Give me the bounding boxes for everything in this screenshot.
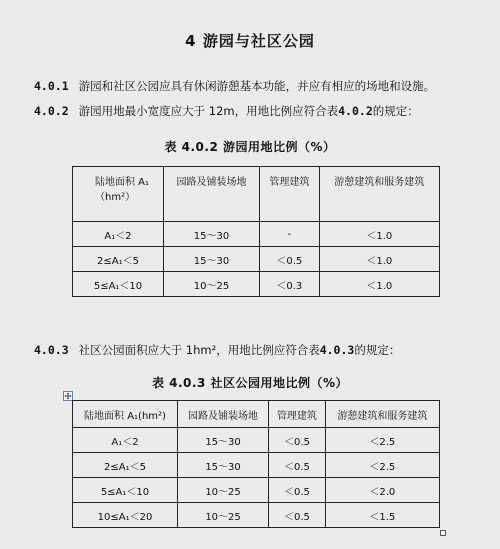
table-cell: ＜1.0 [319, 247, 439, 272]
header-cell: 游憩建筑和服务建筑 [319, 167, 439, 222]
square-resize-icon[interactable] [440, 530, 446, 536]
clause-number: 4.0.2 [34, 104, 69, 118]
table-row [73, 247, 440, 272]
table-row [73, 272, 440, 297]
table-header-row [73, 167, 440, 222]
table-caption: 表 4.0.2 游园用地比例（%） [164, 140, 336, 154]
header-cell: 陆地面积 A₁(hm²) [73, 401, 178, 428]
table-cell: 15～30 [164, 247, 260, 272]
table-row [73, 428, 440, 453]
table-cell: A₁＜2 [73, 428, 178, 453]
table-row [73, 503, 440, 528]
table-caption: 表 4.0.3 社区公园用地比例（%） [151, 376, 349, 390]
clause-4-0-1 [34, 78, 435, 94]
table-cell: ＜1.0 [319, 272, 439, 297]
header-cell: 园路及铺装场地 [164, 167, 260, 222]
table-cell: 2≤A₁＜5 [73, 453, 178, 478]
table-row [73, 222, 440, 247]
table-cell: ＜2.5 [325, 453, 439, 478]
table-cell: ＜1.5 [325, 503, 439, 528]
table-cell: 5≤A₁＜10 [73, 478, 178, 503]
table-cell: ＜0.5 [269, 428, 326, 453]
table-cell: 10～25 [177, 478, 268, 503]
header-cell: 管理建筑 [260, 167, 320, 222]
clause-4-0-3 [34, 342, 400, 358]
table-reference: 4.0.2 [338, 104, 373, 118]
table-reference: 4.0.3 [319, 343, 355, 357]
clause-number: 4.0.1 [34, 79, 69, 93]
table-cell: - [260, 222, 320, 247]
table-cell: ＜0.3 [260, 272, 320, 297]
table-cell: ＜0.5 [269, 503, 326, 528]
table-cell: 10～25 [177, 503, 268, 528]
clause-4-0-2 [34, 103, 419, 119]
table-cell: 10≤A₁＜20 [73, 503, 178, 528]
table-cell: 10～25 [164, 272, 260, 297]
park-land-ratio-table [72, 166, 440, 297]
table-cell: 2≤A₁＜5 [73, 247, 164, 272]
community-park-land-ratio-table[interactable] [72, 400, 440, 528]
header-cell: 陆地面积 A₁（hm²） [73, 167, 164, 222]
table-cell: 15～30 [177, 428, 268, 453]
section-heading: 4 游园与社区公园 [185, 32, 315, 50]
clause-text: 游园和社区公园应具有休闲游憩基本功能，并应有相应的场地和设施。 [78, 79, 436, 93]
clause-text-end: 的规定： [372, 104, 419, 118]
table-row [73, 478, 440, 503]
clause-number: 4.0.3 [34, 343, 69, 357]
table-cell: ＜0.5 [269, 453, 326, 478]
table-cell: ＜1.0 [319, 222, 439, 247]
table-cell: ＜2.5 [325, 428, 439, 453]
table-cell: ＜2.0 [325, 478, 439, 503]
table-cell: 15～30 [177, 453, 268, 478]
header-cell: 管理建筑 [269, 401, 326, 428]
table-cell: 5≤A₁＜10 [73, 272, 164, 297]
table-cell: 15～30 [164, 222, 260, 247]
table-cell: ＜0.5 [260, 247, 320, 272]
table-cell: A₁＜2 [73, 222, 164, 247]
header-cell: 游憩建筑和服务建筑 [325, 401, 439, 428]
header-cell: 园路及铺装场地 [177, 401, 268, 428]
table-header-row [73, 401, 440, 428]
table-row [73, 453, 440, 478]
clause-text: 社区公园面积应大于 1hm²，用地比例应符合表 [78, 343, 320, 357]
clause-text: 游园用地最小宽度应大于 12m，用地比例应符合表 [78, 104, 339, 118]
clause-text-end: 的规定： [354, 343, 401, 357]
table-cell: ＜0.5 [269, 478, 326, 503]
